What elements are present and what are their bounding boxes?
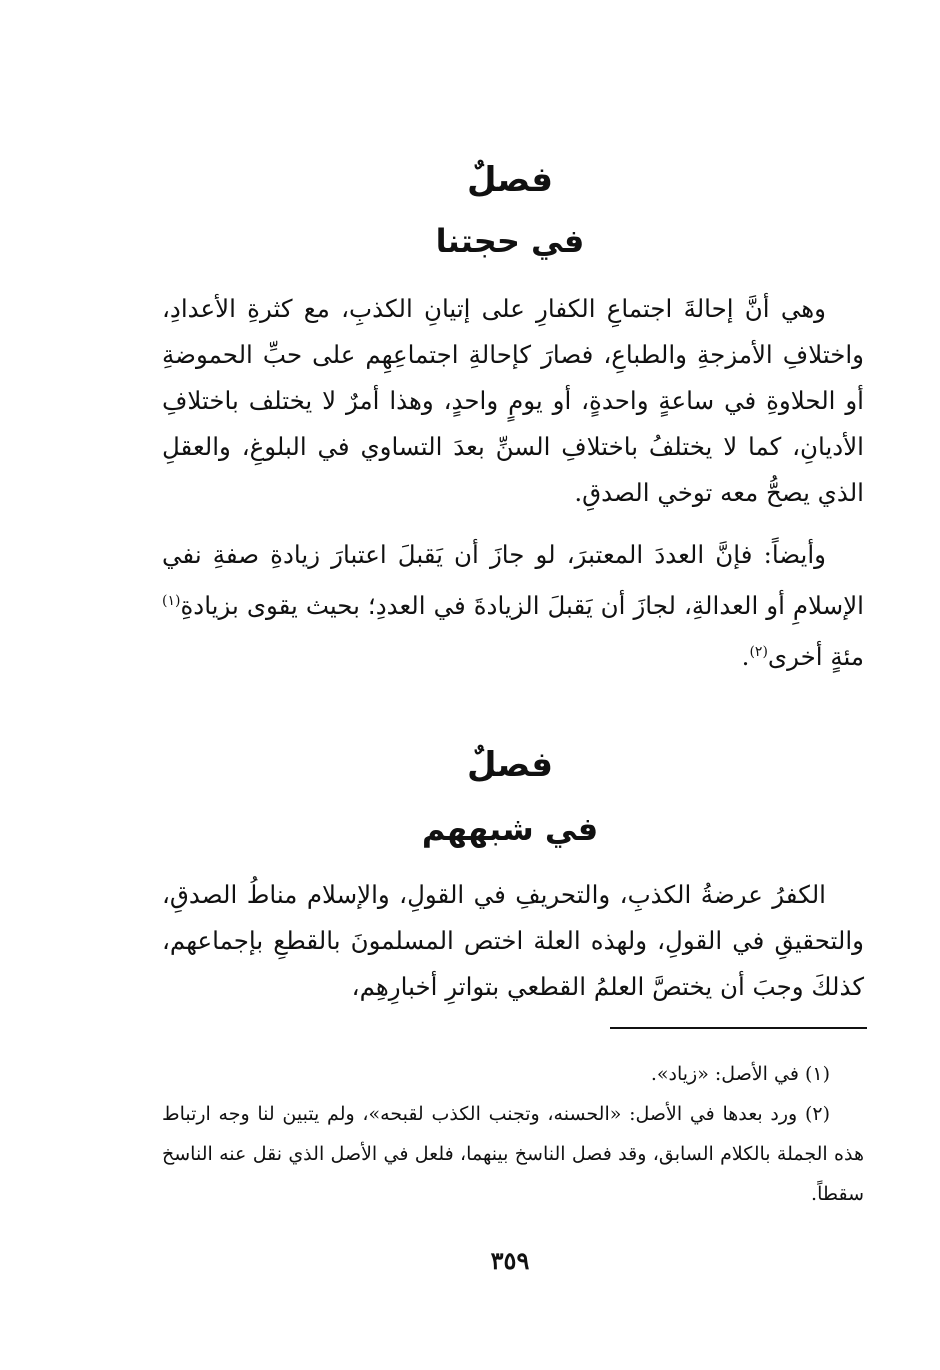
footnote-ref-2: (٢) [749,644,768,661]
section-subheading-1: في حجتنا [435,222,585,260]
paragraph-aydan-mid: مئةٍ أخرى [767,642,864,672]
paragraph-aydan-text: وأيضاً: فإنَّ العددَ المعتبرَ، لو جازَ أن يَقبلَ اعتبارَ زيادةِ صفةِ نفي الإسلامِ أو العدالةِ، لجازَ أن يَقبلَ الزيادةَ في العددِ؛ بحيث يقوى بزيادةِ [162,540,864,621]
paragraph-aydan [162,532,864,680]
footnote-2: (٢) ورد بعدها في الأصل: «الحسنه، وتجنب الكذب لقبحه»، ولم يتبين لنا وجه ارتباط هذه الجملة بالكلام السابق، وقد فصل الناسخ بينهما، فلعل في الأصل الذي نقل عنه الناسخ سقطاً. [162,1103,864,1205]
paragraph-shubahuhum: الكفرُ عرضةُ الكذبِ، والتحريفِ في القولِ، والإسلام مناطُ الصدقِ، والتحقيقِ في القولِ، ولهذه العلة اختص المسلمونَ بالقطعِ بإجماعهم، كذلكَ وجبَ أن يختصَّ العلمُ القطعي بتواترِ أخبارِهِم، [162,880,864,1001]
page-number: ٣٥٩ [490,1246,530,1275]
section-heading-1: فصلٌ [466,160,554,200]
paragraph-aydan-end: . [741,642,750,672]
section-heading-2: فصلٌ [466,745,554,785]
footnotes [162,1054,864,1214]
footnote-ref-1: (١) [162,593,181,609]
footnote-divider [610,1027,867,1029]
section-subheading-2: في شبههم [421,810,599,848]
paragraph-hujjatuna: وهي أنَّ إحالةَ اجتماعِ الكفارِ على إتيانِ الكذبِ، مع كثرةِ الأعدادِ، واختلافِ الأمزجةِ والطباعِ، فصارَ كإحالةِ اجتماعِهِم على حبِّ الحموضةِ أو الحلاوةِ في ساعةٍ واحدةٍ، أو يومٍ واحدٍ، وهذا أمرٌ لا يختلف باختلافِ الأديانِ، كما لا يختلفُ باختلافِ السنِّ بعدَ التساوي في البلوغِ، والعقلِ الذي يصحُّ معه توخي الصدقِ. [162,294,864,507]
footnote-1: (١) في الأصل: «زياد». [650,1063,830,1085]
